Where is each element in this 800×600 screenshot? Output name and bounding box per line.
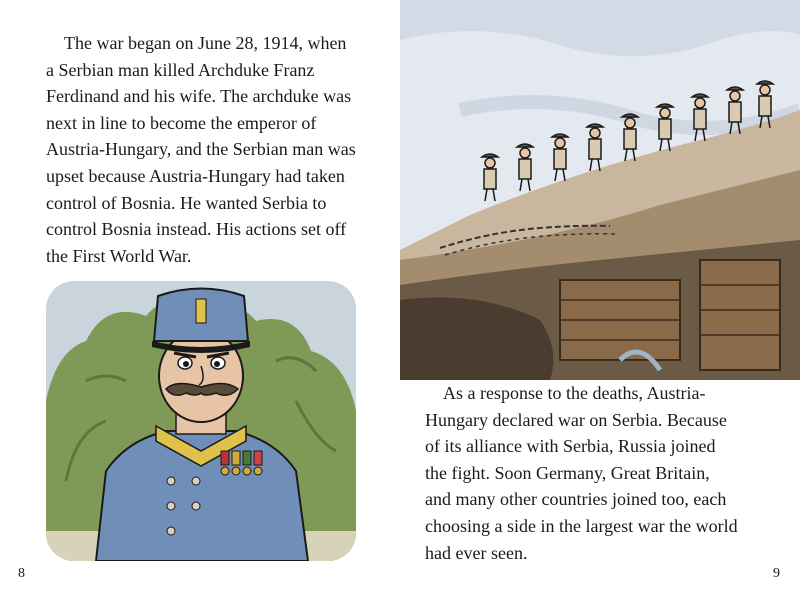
right-paragraph [425, 380, 795, 566]
left-line: a Serbian man killed Archduke Franz [46, 59, 315, 80]
left-line: Austria-Hungary, and the Serbian man was [46, 139, 356, 160]
right-line: and many other countries joined too, each [425, 489, 727, 510]
left-paragraph [46, 30, 356, 269]
left-line: control of Bosnia. He wanted Serbia to [46, 192, 327, 213]
page-number-right: 9 [773, 566, 780, 581]
right-line: of its alliance with Serbia, Russia joined [425, 436, 716, 457]
page-number-left: 8 [18, 566, 25, 581]
left-line: control Bosnia instead. His actions set off [46, 219, 347, 240]
left-line: The war began on June 28, 1914, when [64, 33, 347, 53]
soldiers-trench-icon [400, 0, 800, 380]
archduke-portrait-icon [46, 281, 356, 561]
left-line: the First World War. [46, 245, 192, 266]
right-line: had ever seen. [425, 542, 528, 563]
right-line: Hungary declared war on Serbia. Because [425, 409, 727, 430]
left-line: upset because Austria-Hungary had taken [46, 165, 345, 186]
right-line: choosing a side in the largest war the world [425, 515, 738, 536]
left-line: next in line to become the emperor of [46, 112, 317, 133]
left-line: Ferdinand and his wife. The archduke was [46, 86, 352, 107]
right-line: the fight. Soon Germany, Great Britain, [425, 462, 710, 483]
right-line: As a response to the deaths, Austria- [443, 383, 706, 403]
